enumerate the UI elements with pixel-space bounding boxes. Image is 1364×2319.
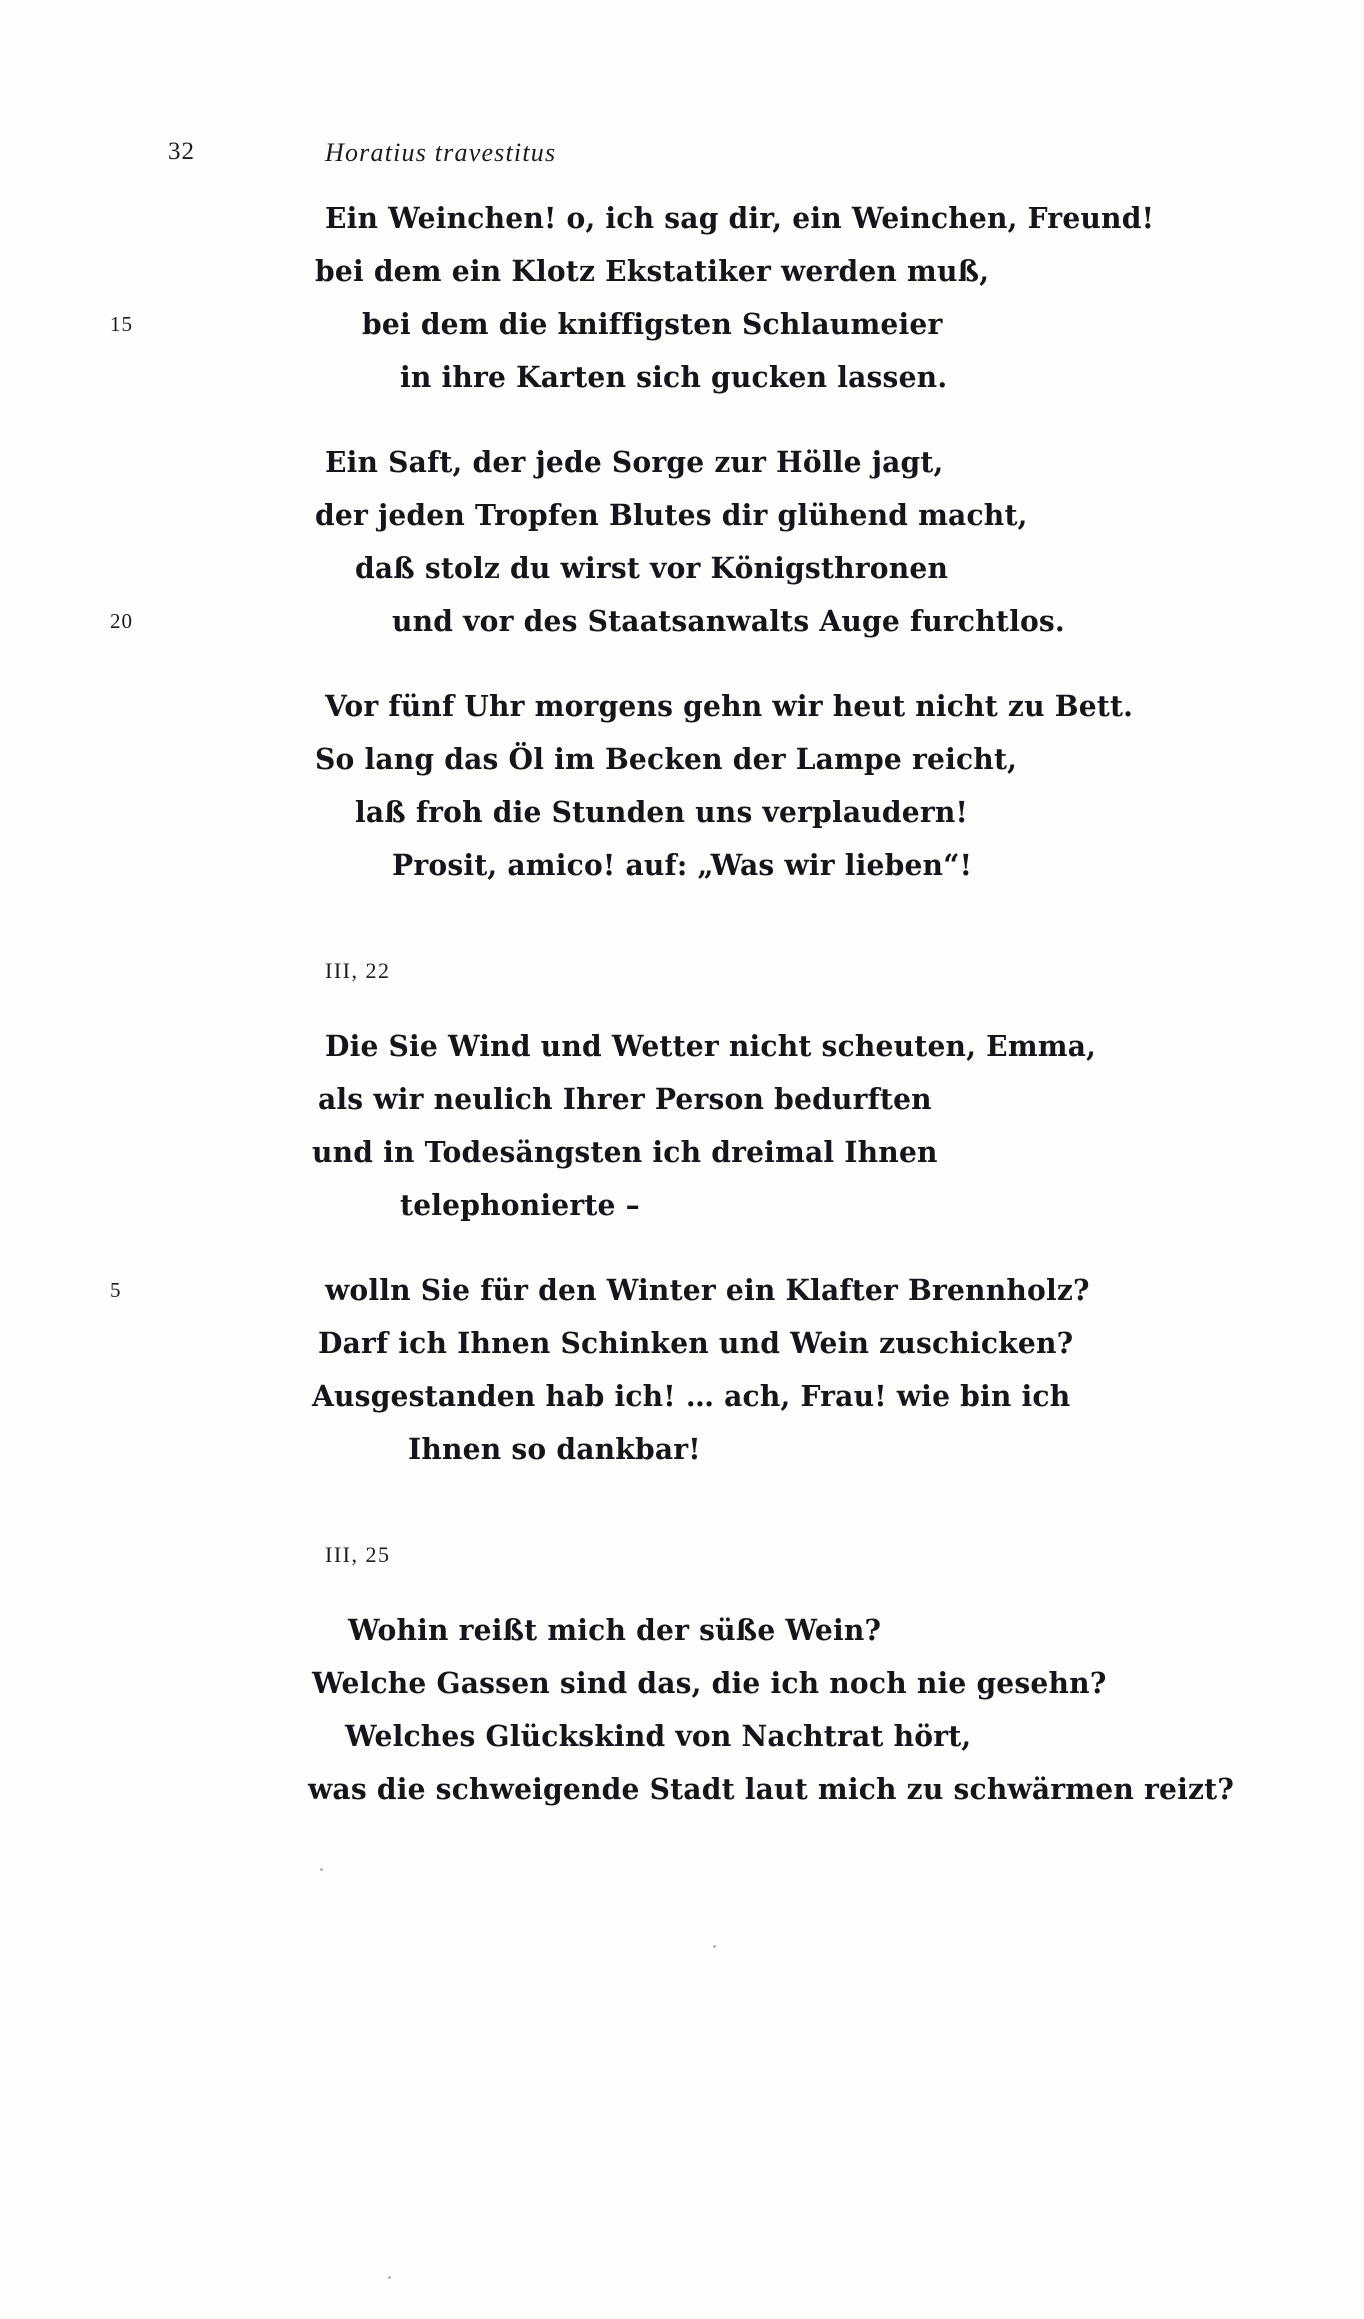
verse-line-number: 15 — [110, 312, 133, 336]
verse-line — [0, 1370, 1364, 1423]
verse-text: in ihre Karten sich gucken lassen. — [400, 360, 948, 394]
verse-text: Ein Saft, der jede Sorge zur Hölle jagt, — [325, 445, 944, 479]
verse-line — [0, 1020, 1364, 1073]
verse-line-number: 20 — [110, 609, 133, 633]
verse-text: was die schweigende Stadt laut mich zu schwärmen reizt? — [308, 1772, 1235, 1806]
verse-line — [0, 839, 1364, 892]
verse-text: Die Sie Wind und Wetter nicht scheuten, Emma, — [325, 1029, 1097, 1063]
verse-text: als wir neulich Ihrer Person bedurften — [318, 1082, 932, 1116]
verse-line — [0, 1763, 1364, 1816]
verse-text: Welches Glückskind von Nachtrat hört, — [345, 1719, 972, 1753]
poem-section-label: III, 25 — [325, 1542, 391, 1567]
verse-line — [0, 351, 1364, 404]
verse-line-number: 5 — [110, 1278, 122, 1302]
verse-text: Wohin reißt mich der süße Wein? — [348, 1613, 882, 1647]
verse-line — [0, 1126, 1364, 1179]
verse-text: der jeden Tropfen Blutes dir glühend macht, — [315, 498, 1028, 532]
verse-text: bei dem ein Klotz Ekstatiker werden muß, — [315, 254, 990, 288]
verse-text: So lang das Öl im Becken der Lampe reicht, — [315, 742, 1018, 776]
verse-text: Ein Weinchen! o, ich sag dir, ein Weinchen, Freund! — [325, 201, 1155, 235]
verse-line — [0, 436, 1364, 489]
running-head — [0, 138, 1364, 174]
verse-text: Darf ich Ihnen Schinken und Wein zuschicken? — [318, 1326, 1074, 1360]
verse-text: telephonierte – — [400, 1188, 640, 1222]
verse-line — [0, 1264, 1364, 1317]
verse-line — [0, 595, 1364, 648]
verse-line — [0, 1604, 1364, 1657]
verse-line — [0, 680, 1364, 733]
verse-line — [0, 1657, 1364, 1710]
poem-section-label: III, 22 — [325, 958, 391, 983]
verse-text: Prosit, amico! auf: „Was wir lieben“! — [392, 848, 973, 882]
verse-line — [0, 733, 1364, 786]
verse-line — [0, 245, 1364, 298]
verse-line — [0, 1423, 1364, 1476]
verse-text: Ausgestanden hab ich! … ach, Frau! wie bin ich — [312, 1379, 1071, 1413]
verse-line — [0, 192, 1364, 245]
verse-text: Vor fünf Uhr morgens gehn wir heut nicht zu Bett. — [325, 689, 1134, 723]
verse-text: daß stolz du wirst vor Königsthronen — [355, 551, 949, 585]
verse-line — [0, 786, 1364, 839]
verse-line — [0, 489, 1364, 542]
page-number: 32 — [168, 138, 195, 165]
verse-text: Welche Gassen sind das, die ich noch nie gesehn? — [312, 1666, 1107, 1700]
verse-line — [0, 542, 1364, 595]
verse-text: bei dem die kniffigsten Schlaumeier — [362, 307, 943, 341]
verse-text: laß froh die Stunden uns verplaudern! — [355, 795, 969, 829]
verse-text: und in Todesängsten ich dreimal Ihnen — [312, 1135, 938, 1169]
verse-line — [0, 298, 1364, 351]
verse-text: und vor des Staatsanwalts Auge furchtlos. — [392, 604, 1065, 638]
running-title: Horatius travestitus — [325, 138, 557, 167]
verse-line — [0, 1073, 1364, 1126]
verse-line — [0, 1710, 1364, 1763]
verse-line — [0, 1179, 1364, 1232]
verse-text: Ihnen so dankbar! — [408, 1432, 701, 1466]
verse-text: wolln Sie für den Winter ein Klafter Brennholz? — [325, 1273, 1090, 1307]
verse-line — [0, 1317, 1364, 1370]
